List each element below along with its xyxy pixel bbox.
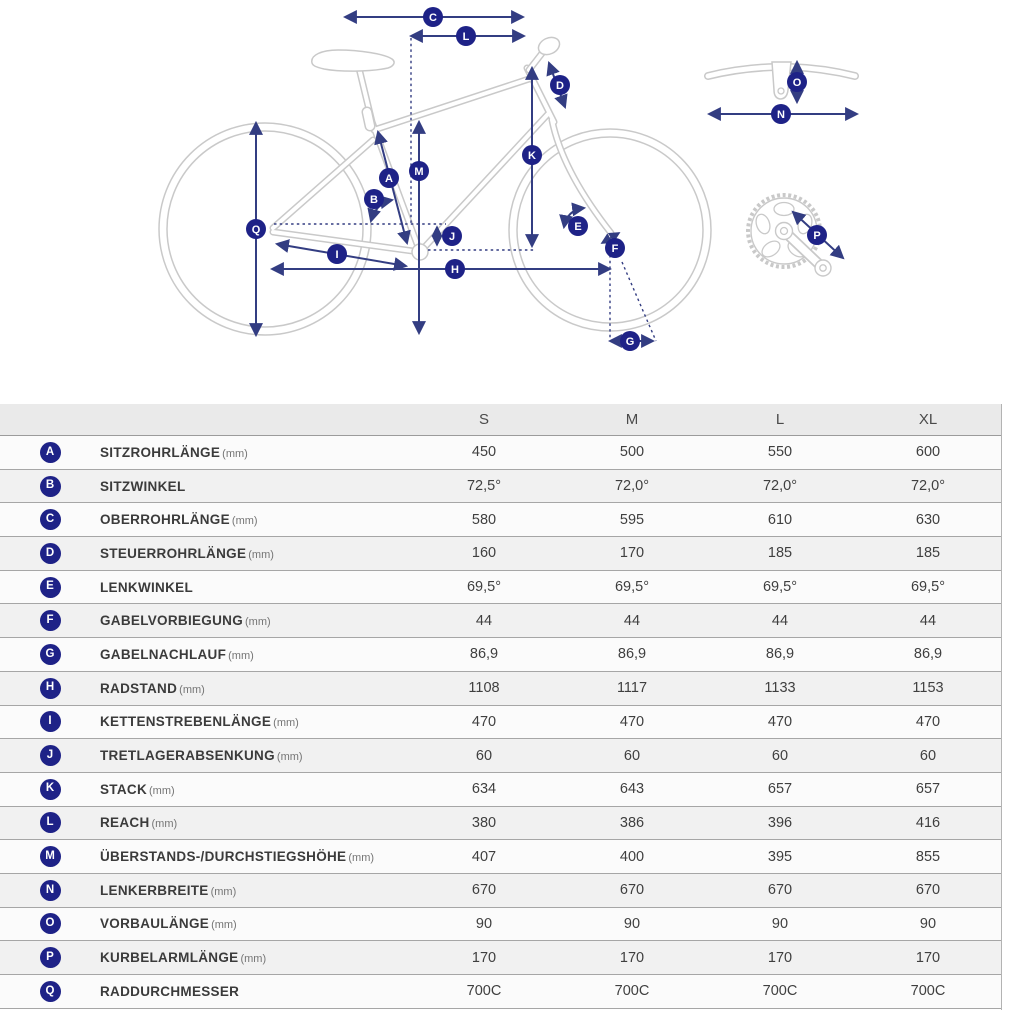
marker-c bbox=[423, 7, 443, 27]
spec-label: KETTENSTREBENLÄNGE bbox=[100, 714, 272, 730]
spec-value: 470 bbox=[619, 713, 645, 730]
spec-value: 630 bbox=[915, 511, 941, 528]
row-marker-badge: Q bbox=[40, 981, 61, 1002]
row-marker-badge: E bbox=[40, 577, 61, 598]
spec-value: 60 bbox=[771, 747, 789, 764]
row-marker-badge: H bbox=[40, 678, 61, 699]
marker-l bbox=[456, 26, 476, 46]
spec-value: 72,0° bbox=[614, 478, 650, 495]
spec-value: 700C bbox=[910, 983, 946, 1000]
spec-label: OBERROHRLÄNGE bbox=[100, 512, 230, 528]
spec-value: 580 bbox=[471, 511, 497, 528]
svg-text:M: M bbox=[414, 166, 424, 178]
table-row bbox=[0, 638, 1001, 672]
spec-value: 69,5° bbox=[910, 579, 946, 596]
table-row bbox=[0, 975, 1001, 1009]
spec-value: 86,9 bbox=[765, 646, 795, 663]
spec-value: 700C bbox=[762, 983, 798, 1000]
row-marker-badge: I bbox=[40, 711, 61, 732]
svg-text:E: E bbox=[574, 221, 582, 233]
spec-value: 670 bbox=[767, 882, 793, 899]
svg-text:B: B bbox=[370, 194, 378, 206]
spec-unit: (mm) bbox=[273, 717, 299, 730]
bike-geometry-diagram bbox=[0, 0, 1010, 404]
table-row bbox=[0, 571, 1001, 605]
spec-unit: (mm) bbox=[228, 649, 254, 662]
spec-value: 670 bbox=[619, 882, 645, 899]
spec-label: STACK bbox=[100, 781, 147, 797]
svg-text:N: N bbox=[777, 109, 785, 121]
spec-value: 72,0° bbox=[762, 478, 798, 495]
spec-value: 44 bbox=[919, 612, 937, 629]
geometry-table bbox=[0, 404, 1002, 1010]
spec-value: 396 bbox=[767, 814, 793, 831]
column-header-m: M bbox=[625, 411, 639, 428]
spec-value: 86,9 bbox=[617, 646, 647, 663]
spec-unit: (mm) bbox=[179, 683, 205, 696]
row-marker-badge: B bbox=[40, 476, 61, 497]
spec-value: 657 bbox=[915, 781, 941, 798]
pedal-boss bbox=[815, 260, 831, 276]
spec-label: GABELNACHLAUF bbox=[100, 646, 227, 662]
marker-j bbox=[442, 226, 462, 246]
table-row bbox=[0, 807, 1001, 841]
spec-value: 470 bbox=[471, 713, 497, 730]
spec-value: 550 bbox=[767, 444, 793, 461]
spec-value: 72,0° bbox=[910, 478, 946, 495]
construction-lines bbox=[274, 38, 656, 341]
svg-text:H: H bbox=[451, 264, 459, 276]
row-marker-badge: K bbox=[40, 779, 61, 800]
spec-unit: (mm) bbox=[245, 616, 271, 629]
spec-value: 86,9 bbox=[469, 646, 499, 663]
spec-value: 657 bbox=[767, 781, 793, 798]
spec-value: 90 bbox=[475, 915, 493, 932]
row-marker-badge: M bbox=[40, 846, 61, 867]
spec-unit: (mm) bbox=[149, 784, 175, 797]
spec-value: 60 bbox=[919, 747, 937, 764]
spec-value: 700C bbox=[466, 983, 502, 1000]
row-marker-badge: D bbox=[40, 543, 61, 564]
marker-o bbox=[787, 72, 807, 92]
marker-b bbox=[364, 189, 384, 209]
marker-q bbox=[246, 219, 266, 239]
table-row bbox=[0, 941, 1001, 975]
spec-value: 500 bbox=[619, 444, 645, 461]
spec-value: 60 bbox=[475, 747, 493, 764]
table-row bbox=[0, 470, 1001, 504]
spec-value: 185 bbox=[915, 545, 941, 562]
row-marker-badge: P bbox=[40, 947, 61, 968]
marker-a bbox=[379, 168, 399, 188]
svg-text:C: C bbox=[429, 12, 437, 24]
spec-value: 600 bbox=[915, 444, 941, 461]
table-row bbox=[0, 874, 1001, 908]
spec-value: 44 bbox=[475, 612, 493, 629]
column-header-xl: XL bbox=[918, 411, 938, 428]
spec-value: 69,5° bbox=[614, 579, 650, 596]
row-marker-badge: O bbox=[40, 913, 61, 934]
row-marker-badge: C bbox=[40, 509, 61, 530]
table-row bbox=[0, 840, 1001, 874]
svg-text:A: A bbox=[385, 173, 393, 185]
spec-unit: (mm) bbox=[151, 818, 178, 831]
svg-text:O: O bbox=[792, 77, 802, 89]
table-row bbox=[0, 537, 1001, 571]
spec-value: 90 bbox=[919, 915, 937, 932]
row-marker-badge: G bbox=[40, 644, 61, 665]
spec-value: 395 bbox=[767, 848, 793, 865]
spec-value: 170 bbox=[915, 949, 941, 966]
marker-d bbox=[550, 75, 570, 95]
spec-value: 470 bbox=[915, 713, 941, 730]
spec-value: 400 bbox=[619, 848, 645, 865]
spec-value: 60 bbox=[623, 747, 641, 764]
row-marker-badge: F bbox=[40, 610, 61, 631]
spec-value: 90 bbox=[623, 915, 641, 932]
marker-f bbox=[605, 238, 625, 258]
spec-value: 670 bbox=[915, 882, 941, 899]
spec-value: 1117 bbox=[616, 680, 648, 697]
spec-label: LENKWINKEL bbox=[100, 579, 193, 595]
spec-unit: (mm) bbox=[240, 953, 267, 966]
spec-label: KURBELARMLÄNGE bbox=[100, 950, 239, 966]
spec-label: RADDURCHMESSER bbox=[100, 983, 240, 999]
spec-value: 160 bbox=[471, 545, 497, 562]
spec-value: 170 bbox=[767, 949, 793, 966]
svg-text:G: G bbox=[625, 336, 635, 348]
spec-unit: (mm) bbox=[276, 751, 303, 764]
table-header-row bbox=[0, 404, 1001, 436]
handlebar-grip bbox=[529, 34, 562, 70]
marker-k bbox=[522, 145, 542, 165]
row-marker-badge: A bbox=[40, 442, 61, 463]
spec-label: SITZROHRLÄNGE bbox=[100, 444, 221, 460]
spec-unit: (mm) bbox=[210, 885, 237, 898]
svg-text:L: L bbox=[462, 31, 470, 43]
row-marker-badge: L bbox=[40, 812, 61, 833]
marker-p bbox=[807, 225, 827, 245]
svg-text:I: I bbox=[335, 249, 339, 261]
table-row bbox=[0, 773, 1001, 807]
table-row bbox=[0, 908, 1001, 942]
spec-value: 170 bbox=[471, 949, 497, 966]
spec-unit: (mm) bbox=[231, 515, 258, 528]
spec-value: 470 bbox=[767, 713, 793, 730]
column-header-s: S bbox=[478, 411, 489, 428]
spec-value: 386 bbox=[619, 814, 645, 831]
table-body bbox=[0, 436, 1001, 1009]
spec-value: 69,5° bbox=[466, 579, 502, 596]
spec-label: SITZWINKEL bbox=[100, 478, 186, 494]
svg-text:Q: Q bbox=[251, 224, 261, 236]
bike-drawing bbox=[159, 123, 711, 335]
marker-m bbox=[409, 161, 429, 181]
dim-a-seattube bbox=[378, 132, 407, 243]
table-row bbox=[0, 436, 1001, 470]
spec-unit: (mm) bbox=[211, 919, 237, 932]
row-marker-badge: J bbox=[40, 745, 61, 766]
spec-unit: (mm) bbox=[222, 447, 248, 460]
spec-label: GABELVORBIEGUNG bbox=[100, 613, 244, 629]
spec-value: 634 bbox=[471, 781, 497, 798]
spec-value: 595 bbox=[619, 511, 645, 528]
spec-label: REACH bbox=[100, 815, 150, 831]
svg-text:J: J bbox=[448, 231, 456, 243]
spec-value: 643 bbox=[619, 781, 645, 798]
spec-unit: (mm) bbox=[348, 852, 375, 865]
spec-label: ÜBERSTANDS-/DURCHSTIEGSHÖHE bbox=[100, 849, 347, 865]
spec-value: 72,5° bbox=[466, 478, 502, 495]
spec-value: 44 bbox=[771, 612, 789, 629]
table-row bbox=[0, 706, 1001, 740]
svg-text:D: D bbox=[556, 80, 564, 92]
spec-value: 90 bbox=[771, 915, 789, 932]
spec-value: 407 bbox=[471, 848, 497, 865]
spec-label: LENKERBREITE bbox=[100, 882, 209, 898]
spec-unit: (mm) bbox=[248, 548, 274, 561]
spec-value: 185 bbox=[767, 545, 793, 562]
row-marker-badge: N bbox=[40, 880, 61, 901]
spec-value: 416 bbox=[915, 814, 941, 831]
spec-value: 1153 bbox=[912, 680, 944, 697]
spec-value: 44 bbox=[623, 612, 641, 629]
spec-value: 1108 bbox=[468, 680, 500, 697]
spec-value: 610 bbox=[767, 511, 793, 528]
spec-label: STEUERROHRLÄNGE bbox=[100, 545, 247, 561]
svg-text:F: F bbox=[611, 243, 619, 255]
column-header-l: L bbox=[775, 411, 785, 428]
spec-value: 670 bbox=[471, 882, 497, 899]
marker-e bbox=[568, 216, 588, 236]
table-row bbox=[0, 503, 1001, 537]
marker-g bbox=[620, 331, 640, 351]
saddle bbox=[312, 50, 394, 71]
table-row bbox=[0, 672, 1001, 706]
spec-value: 380 bbox=[471, 814, 497, 831]
svg-text:K: K bbox=[528, 150, 536, 162]
spec-label: TRETLAGERABSENKUNG bbox=[100, 748, 275, 764]
spec-value: 1133 bbox=[764, 680, 796, 697]
spec-value: 700C bbox=[614, 983, 650, 1000]
spec-label: VORBAULÄNGE bbox=[100, 916, 210, 932]
spec-value: 450 bbox=[471, 444, 497, 461]
marker-n bbox=[771, 104, 791, 124]
table-row bbox=[0, 604, 1001, 638]
marker-i bbox=[327, 244, 347, 264]
spec-value: 855 bbox=[915, 848, 941, 865]
svg-text:P: P bbox=[813, 230, 821, 242]
spec-value: 170 bbox=[619, 545, 645, 562]
handlebar-top-view bbox=[708, 62, 855, 99]
spec-label: RADSTAND bbox=[100, 680, 178, 696]
spec-value: 69,5° bbox=[762, 579, 798, 596]
table-row bbox=[0, 739, 1001, 773]
marker-h bbox=[445, 259, 465, 279]
spec-value: 170 bbox=[619, 949, 645, 966]
spec-value: 86,9 bbox=[913, 646, 943, 663]
